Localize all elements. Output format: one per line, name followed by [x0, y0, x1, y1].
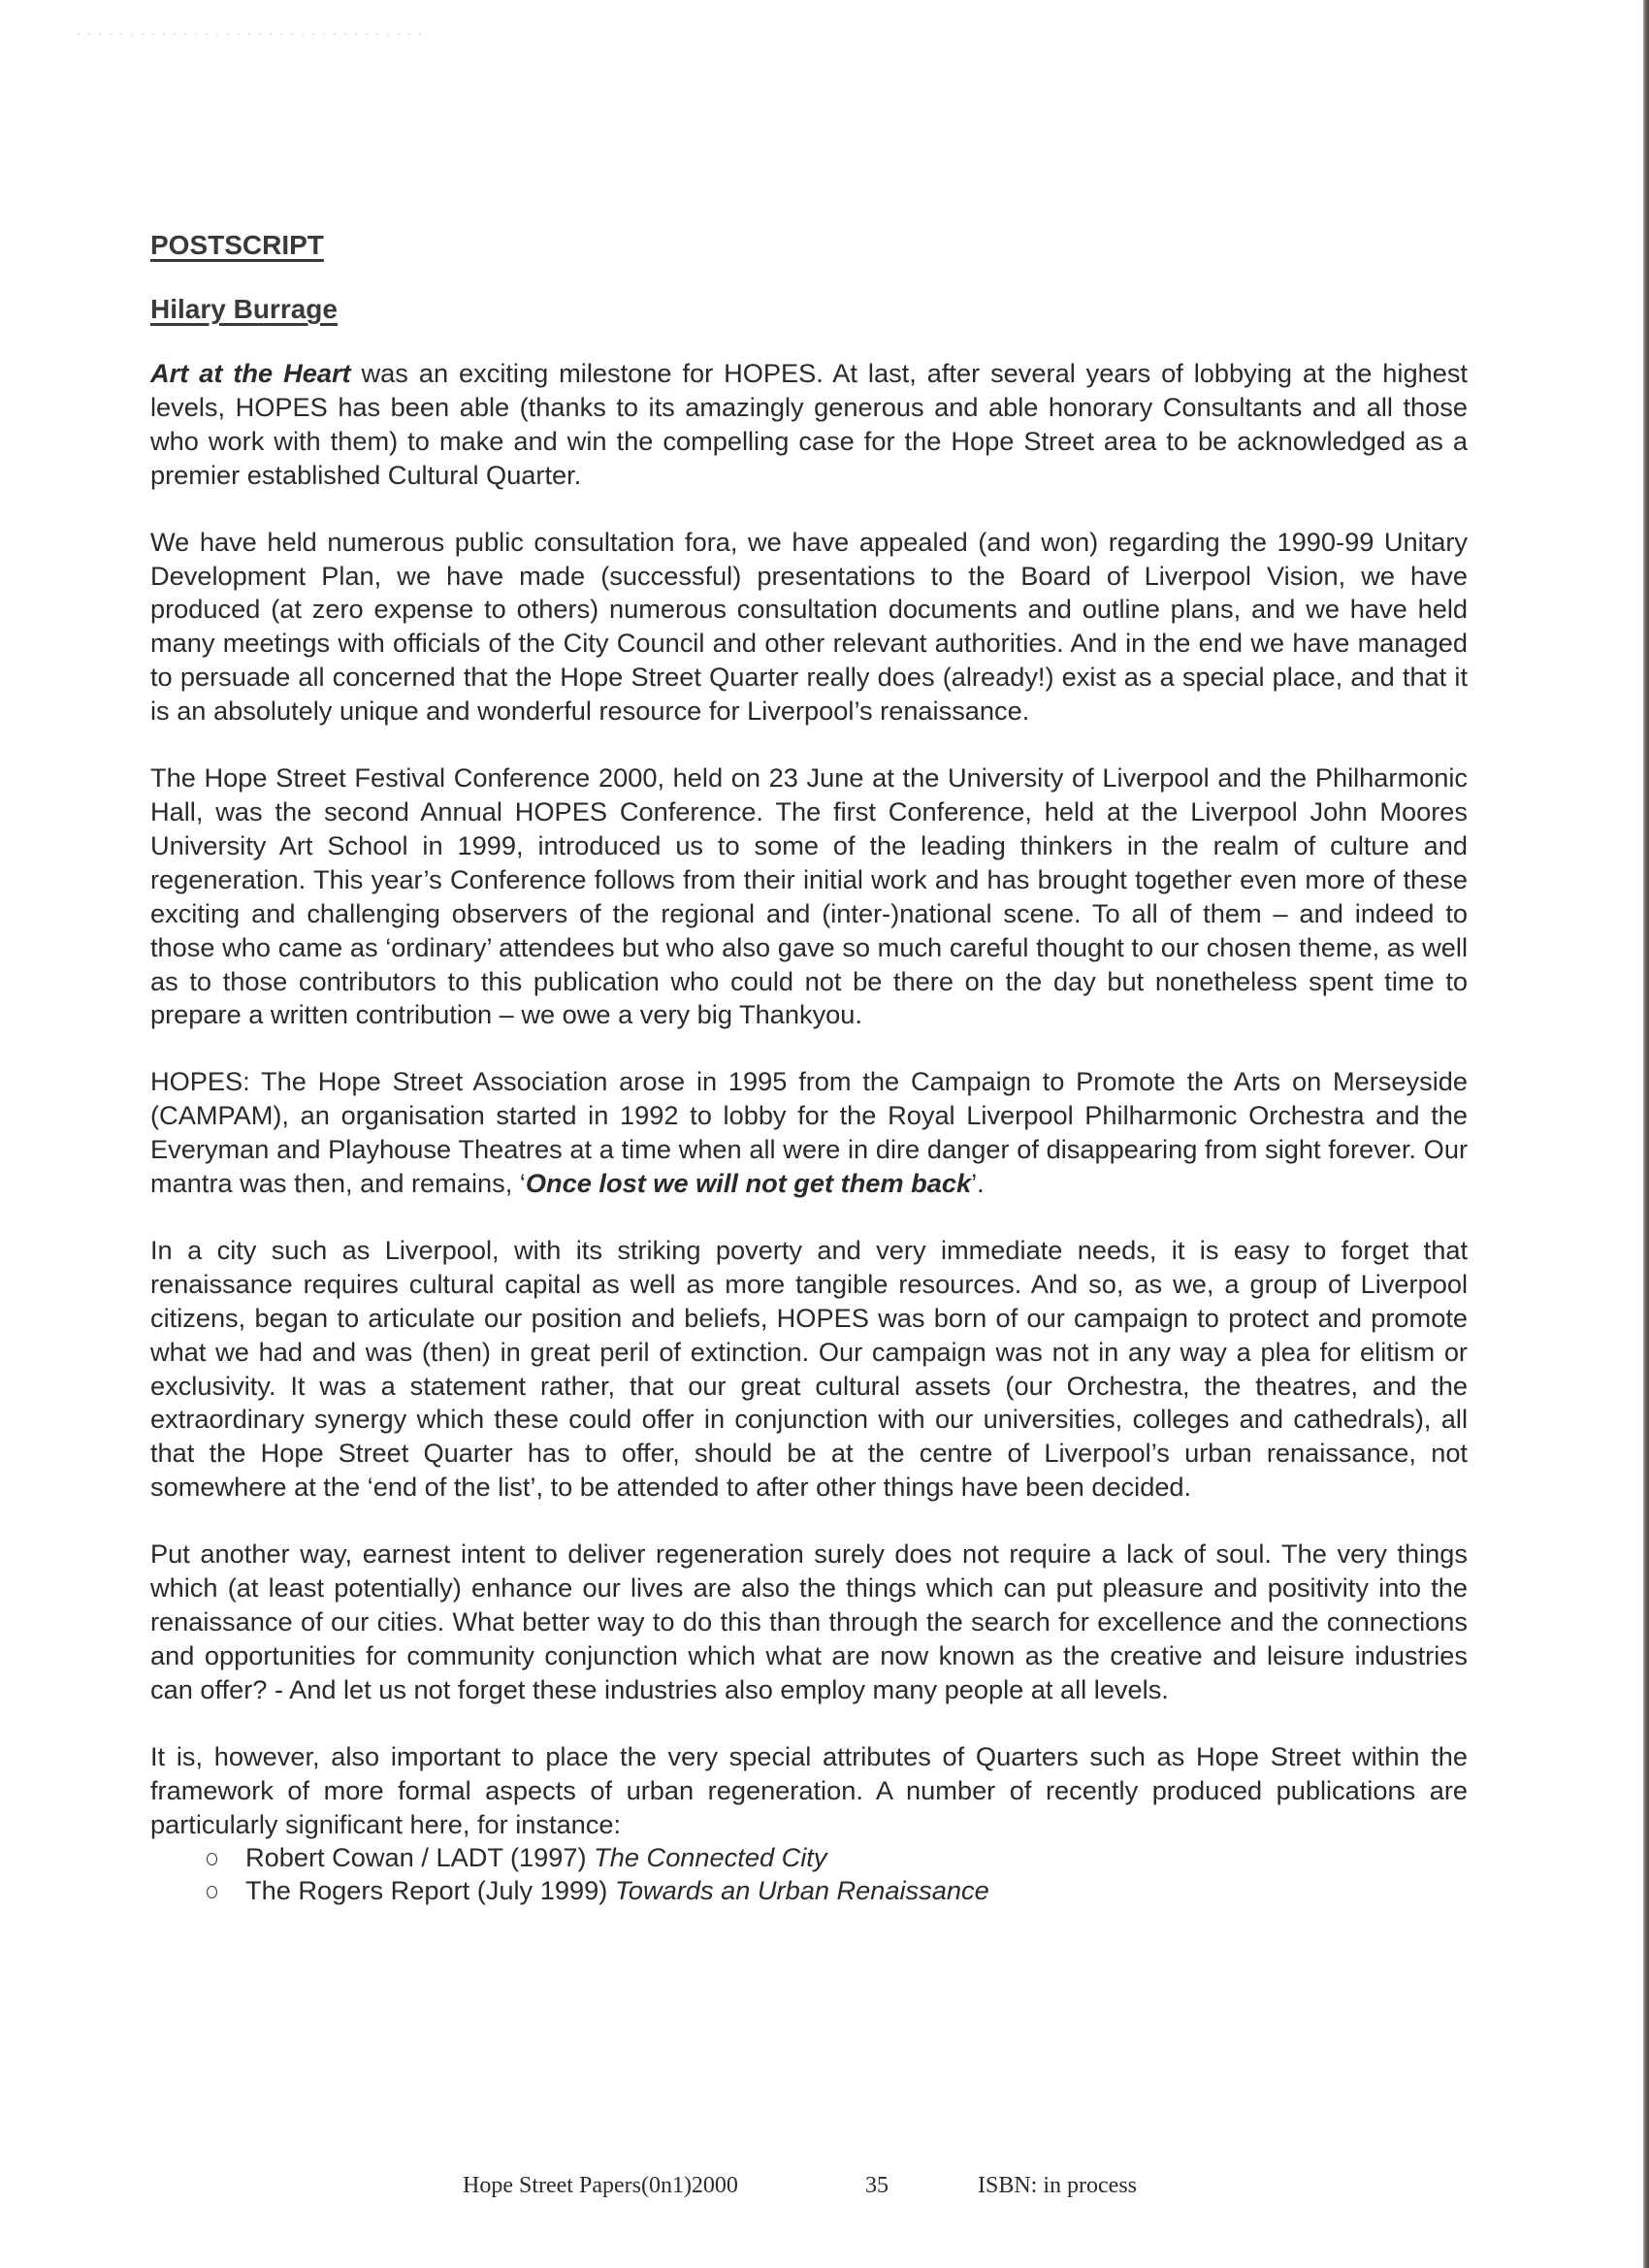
footer-page-number: 35: [865, 2173, 889, 2198]
reference-title: Towards an Urban Renaissance: [614, 1875, 989, 1906]
paragraph-conference: The Hope Street Festival Conference 2000, held on 23 June at the University of Liverpool and the Philharmonic Hall, was the second Annual HOPES Conference. The first Conference, held at the Liverpool John Moores University Art School in 1999, introduced us to some of the leading thinkers in the realm of culture and regeneration. This year’s Conference follows from their initial work and has brought together even more of these exciting and challenging observers of the regional and (inter-)national scene. To all of them – and indeed to those who came as ‘ordinary’ attendees but who also gave so much careful thought to our chosen theme, as well as to those contributors to this publication who could not be there on the day but nonetheless spent time to prepare a written contribution – we owe a very big Thankyou.: [150, 762, 1468, 1030]
paragraph-publications-intro: It is, however, also important to place the very special attributes of Quarters such as Hope Street within the framework of more formal aspects of urban regeneration. A number of recently produced publications are particularly significant here, for instance:: [150, 1740, 1468, 1839]
scan-artifact-dots: [78, 33, 427, 35]
reference-item: [207, 1874, 1468, 1907]
paragraph-art-at-the-heart: [150, 357, 1468, 493]
section-heading: POSTSCRIPT: [150, 230, 324, 260]
scan-edge-border: [1643, 0, 1649, 2268]
paragraph-cultural-capital: In a city such as Liverpool, with its striking poverty and very immediate needs, it is easy to forget that renaissance requires cultural capital as well as more tangible resources. And so, as we, a group of Liverpool citizens, began to articulate our position and beliefs, HOPES was born of our campaign to protect and promote what we had and was (then) in great peril of extinction. Our campaign was not in any way a plea for elitism or exclusivity. It was a statement rather, that our great cultural assets (our Orchestra, the theatres, and the extraordinary synergy which these could offer in conjunction with our universities, colleges and cathedrals), all that the Hope Street Quarter has to offer, should be at the centre of Liverpool’s urban renaissance, not somewhere at the ‘end of the list’, to be attended to after other things have been decided.: [150, 1234, 1468, 1503]
paragraph-regeneration-soul: Put another way, earnest intent to deliver regeneration surely does not require a lack of soul. The very things which (at least potentially) enhance our lives are also the things which can put pleasure and positivity into the renaissance of our cities. What better way to do this than through the search for excellence and the connections and opportunities for community conjunction which what are now known as the creative and leisure industries can offer? - And let us not forget these industries also employ many people at all levels.: [150, 1539, 1468, 1704]
reference-list: [150, 1841, 1468, 1907]
hollow-circle-bullet-icon: [207, 1886, 217, 1898]
hollow-circle-bullet-icon: [207, 1853, 217, 1865]
paragraph-hopes-history: [150, 1065, 1468, 1201]
emphasis-title: Art at the Heart: [150, 358, 351, 388]
document-page: [150, 229, 1468, 1907]
footer-publication: Hope Street Papers(0n1)2000: [463, 2173, 738, 2198]
reference-item: [207, 1841, 1468, 1874]
paragraph-consultation: We have held numerous public consultation fora, we have appealed (and won) regarding the 1990-99 Unitary Development Plan, we have made (successful) presentations to the Board of Liverpool Vision, we have produced (at zero expense to others) numerous consultation documents and outline plans, and we have held many meetings with officials of the City Council and other relevant authorities. And in the end we have managed to persuade all concerned that the Hope Street Quarter really does (already!) exist as a special place, and that it is an absolutely unique and wonderful resource for Liverpool’s renaissance.: [150, 526, 1468, 727]
reference-title: The Connected City: [594, 1842, 827, 1873]
paragraph-text: was an exciting milestone for HOPES. At last, after several years of lobbying at the highest levels, HOPES has been able (thanks to its amazingly generous and able honorary Consultants and all those who work with them) to make and win the compelling case for the Hope Street area to be acknowledged as a premier established Cultural Quarter.: [150, 358, 1468, 490]
paragraph-text: HOPES: The Hope Street Association arose in 1995 from the Campaign to Promote the Arts on Merseyside (CAMPAM), an organisation started in 1992 to lobby for the Royal Liverpool Philharmonic Orchestra and the Everyman and Playhouse Theatres at a time when all were in dire danger of disappearing from sight forever. Our mantra was then, and remains, ‘: [150, 1066, 1468, 1199]
footer-isbn: ISBN: in process: [978, 2173, 1137, 2198]
reference-prefix: The Rogers Report (July 1999): [245, 1875, 615, 1906]
author-heading: Hilary Burrage: [150, 294, 338, 324]
reference-prefix: Robert Cowan / LADT (1997): [245, 1842, 595, 1873]
mantra-quote: Once lost we will not get them back: [525, 1168, 972, 1199]
paragraph-tail: ’.: [971, 1168, 985, 1199]
